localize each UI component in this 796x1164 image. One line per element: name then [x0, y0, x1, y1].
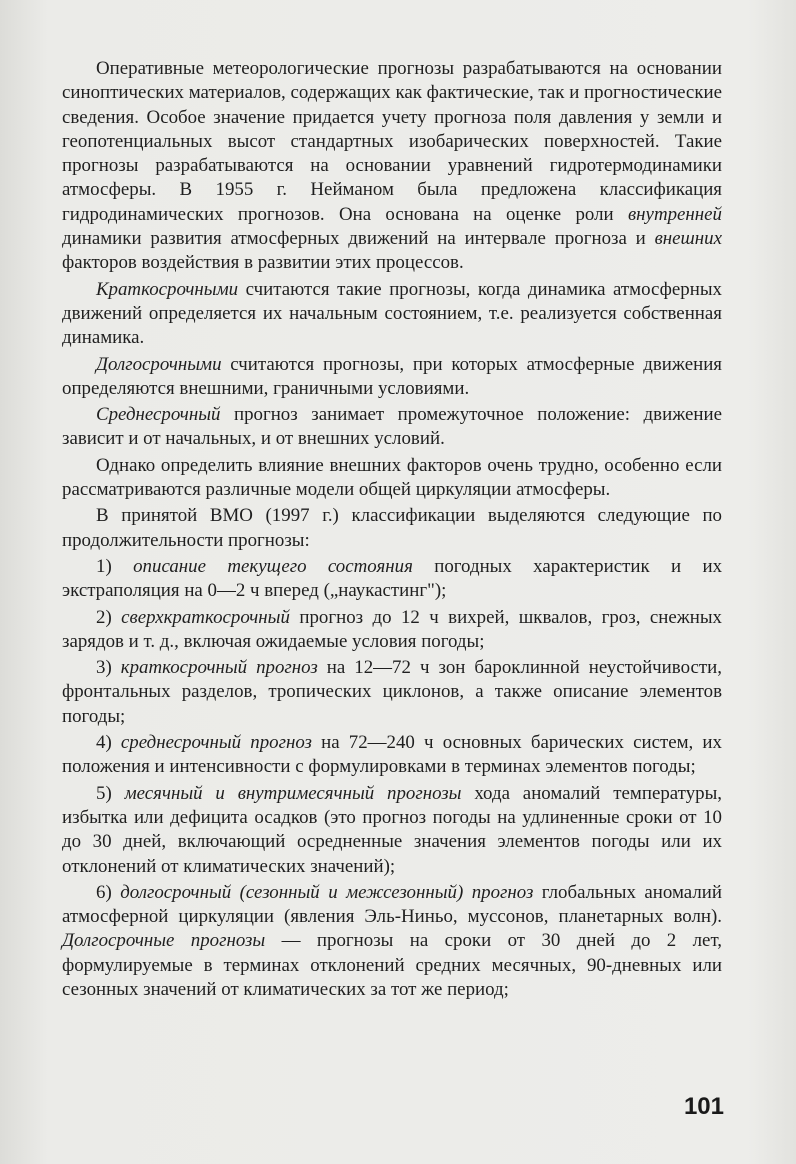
- paragraph: [62, 278, 722, 351]
- text-run: считаются такие прогнозы, когда динамика атмосферных движений определяется их начальным состоянием, т.е. реализуется собственная динамика.: [62, 278, 722, 349]
- text-run: считаются прогнозы, при которых атмосферные движения определяются внешними, граничными условиями.: [62, 353, 722, 399]
- text-run: — прогнозы на сроки от 30 дней до 2 лет, формулируемые в терминах отклонений средних месячных, 90-дневных или сезонных значений от климатических за тот же период;: [62, 930, 722, 1000]
- paragraph: [62, 504, 722, 553]
- paragraph: [62, 782, 722, 879]
- paragraph: [62, 57, 722, 276]
- text-run: 3): [96, 657, 121, 679]
- page-number: 101: [683, 1093, 724, 1120]
- text-run: факторов воздействия в развитии этих процессов.: [62, 252, 464, 274]
- italic-term: среднесрочный прогноз: [120, 732, 312, 754]
- text-run: 4): [96, 732, 121, 754]
- italic-term: Долгосрочные прогнозы: [62, 930, 266, 952]
- text-run: 6): [96, 881, 121, 903]
- text-run: 2): [96, 606, 122, 628]
- text-run: 1): [96, 555, 134, 577]
- italic-term: сверхкраткосрочный: [121, 606, 290, 628]
- text-run: погодных характеристик и их экстраполяция на 0—2 ч вперед („наукастинг");: [62, 555, 723, 602]
- text-run: глобальных аномалий атмосферной циркуляции (явления Эль-Ниньо, муссонов, планетарных волн).: [62, 881, 722, 928]
- italic-term: внешних: [654, 228, 722, 250]
- text-run: Оперативные метеорологические прогнозы разрабатываются на основании синоптических материалов, содержащих как фактические, так и прогностические сведения. Особое значение придается учету прогноза поля давления у земли и геопотенциальных высот стандартных изобарических поверхностей. Такие прогнозы разрабатываются на основании уравнений гидротермодинамики атмосферы. В 1955 г. Нейманом была предложена классификация гидродинамических прогнозов. Она основана на оценке роли: [62, 58, 722, 225]
- italic-term: долгосрочный (сезонный и межсезонный) прогноз: [120, 881, 534, 903]
- text-run: на 12—72 ч зон бароклинной неустойчивости, фронтальных разделов, тропических циклонов, а также описание элементов погоды;: [62, 657, 722, 727]
- paragraph: [62, 656, 722, 729]
- italic-term: Краткосрочными: [96, 278, 239, 300]
- paragraph: [62, 454, 722, 503]
- paragraph: [62, 731, 722, 780]
- paragraph: [62, 353, 722, 402]
- text-run: на 72—240 ч основных барических систем, их положения и интенсивности с формулировками в терминах элементов погоды;: [62, 732, 722, 778]
- italic-term: внутренней: [627, 203, 722, 225]
- text-run: В принятой ВМО (1997 г.) классификации выделяются следующие по продолжительности прогнозы:: [62, 505, 722, 551]
- italic-term: месячный и внутримесячный прогнозы: [124, 782, 462, 804]
- italic-term: Долгосрочными: [96, 353, 222, 375]
- paragraph: [62, 403, 722, 452]
- italic-term: краткосрочный прогноз: [120, 657, 318, 679]
- text-run: Однако определить влияние внешних факторов очень трудно, особенно если рассматриваются различные модели общей циркуляции атмосферы.: [62, 454, 722, 501]
- page-body: [62, 57, 722, 1004]
- text-run: хода аномалий температуры, избытка или дефицита осадков (это прогноз погоды на удлиненные сроки от 10 до 30 дней, включающий осредненные значения элементов погоды или их отклонений от климатических значений);: [62, 782, 722, 877]
- italic-term: Среднесрочный: [96, 404, 221, 426]
- paragraph: [62, 881, 722, 1002]
- paragraph: [62, 555, 722, 604]
- text-run: прогноз до 12 ч вихрей, шквалов, гроз, снежных зарядов и т. д., включая ожидаемые условия погоды;: [62, 606, 722, 652]
- text-run: прогноз занимает промежуточное положение: движение зависит и от начальных, и от внешних условий.: [62, 404, 722, 450]
- text-run: динамики развития атмосферных движений на интервале прогноза и: [62, 228, 655, 250]
- text-run: 5): [96, 782, 125, 804]
- italic-term: описание текущего состояния: [133, 555, 413, 577]
- paragraph: [62, 606, 722, 655]
